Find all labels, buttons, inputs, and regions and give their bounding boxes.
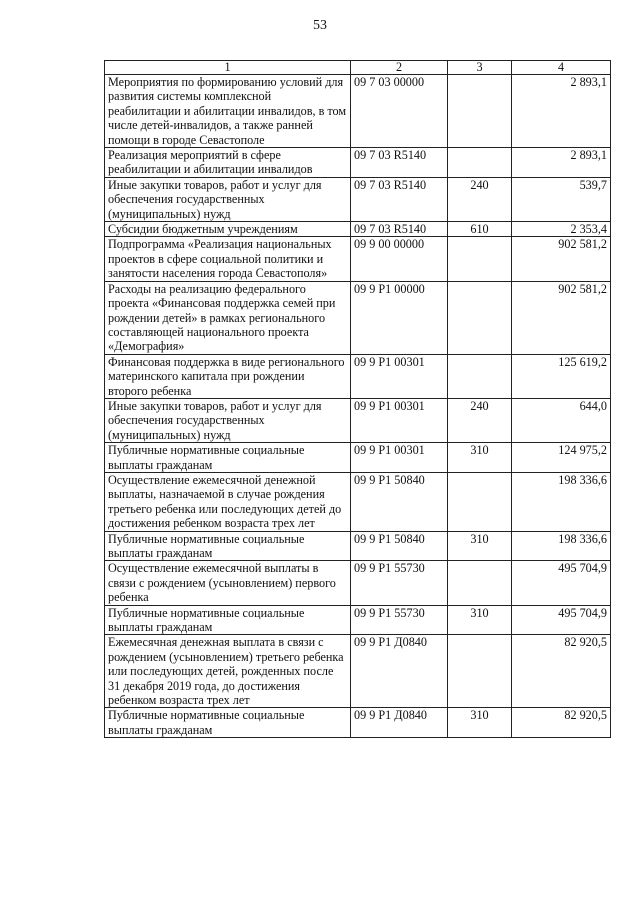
row-name-cell: Расходы на реализацию федерального проекта «Финансовая поддержка семей при рождении детей» в рамках регионального составляющей национального проекта «Демография» bbox=[105, 281, 351, 354]
row-amount-cell: 644,0 bbox=[512, 398, 611, 442]
row-name-cell: Иные закупки товаров, работ и услуг для обеспечения государственных (муниципальных) нужд bbox=[105, 177, 351, 221]
row-kind-cell bbox=[448, 281, 512, 354]
row-amount-cell: 2 893,1 bbox=[512, 75, 611, 148]
table-row bbox=[105, 708, 611, 738]
row-code-cell: 09 7 03 R5140 bbox=[351, 222, 448, 237]
row-amount-cell: 2 893,1 bbox=[512, 148, 611, 178]
row-kind-cell: 310 bbox=[448, 605, 512, 635]
table-row bbox=[105, 354, 611, 398]
row-name-cell: Публичные нормативные социальные выплаты гражданам bbox=[105, 708, 351, 738]
table-row bbox=[105, 222, 611, 237]
row-name-cell: Подпрограмма «Реализация национальных проектов в сфере социальной политики и занятости населения города Севастополя» bbox=[105, 237, 351, 281]
column-header: 1 bbox=[105, 61, 351, 75]
table-row bbox=[105, 398, 611, 442]
row-kind-cell bbox=[448, 354, 512, 398]
row-amount-cell: 495 704,9 bbox=[512, 605, 611, 635]
row-kind-cell bbox=[448, 561, 512, 605]
row-kind-cell: 310 bbox=[448, 443, 512, 473]
row-code-cell: 09 7 03 R5140 bbox=[351, 148, 448, 178]
row-kind-cell: 240 bbox=[448, 398, 512, 442]
row-code-cell: 09 9 P1 00000 bbox=[351, 281, 448, 354]
row-name-cell: Публичные нормативные социальные выплаты гражданам bbox=[105, 605, 351, 635]
row-amount-cell: 539,7 bbox=[512, 177, 611, 221]
row-amount-cell: 198 336,6 bbox=[512, 472, 611, 531]
table-row bbox=[105, 237, 611, 281]
table-row bbox=[105, 561, 611, 605]
row-code-cell: 09 7 03 00000 bbox=[351, 75, 448, 148]
row-code-cell: 09 9 00 00000 bbox=[351, 237, 448, 281]
row-name-cell: Финансовая поддержка в виде регионального материнского капитала при рождении второго ребенка bbox=[105, 354, 351, 398]
row-amount-cell: 124 975,2 bbox=[512, 443, 611, 473]
table-row bbox=[105, 443, 611, 473]
row-amount-cell: 902 581,2 bbox=[512, 281, 611, 354]
budget-table bbox=[104, 60, 611, 738]
row-amount-cell: 495 704,9 bbox=[512, 561, 611, 605]
row-name-cell: Субсидии бюджетным учреждениям bbox=[105, 222, 351, 237]
row-name-cell: Публичные нормативные социальные выплаты гражданам bbox=[105, 531, 351, 561]
row-name-cell: Реализация мероприятий в сфере реабилитации и абилитации инвалидов bbox=[105, 148, 351, 178]
row-code-cell: 09 9 P1 55730 bbox=[351, 605, 448, 635]
row-kind-cell: 310 bbox=[448, 531, 512, 561]
row-name-cell: Иные закупки товаров, работ и услуг для обеспечения государственных (муниципальных) нужд bbox=[105, 398, 351, 442]
table-row bbox=[105, 281, 611, 354]
row-amount-cell: 82 920,5 bbox=[512, 635, 611, 708]
row-code-cell: 09 9 P1 00301 bbox=[351, 398, 448, 442]
row-kind-cell bbox=[448, 635, 512, 708]
table-row bbox=[105, 531, 611, 561]
row-name-cell: Публичные нормативные социальные выплаты гражданам bbox=[105, 443, 351, 473]
row-name-cell: Осуществление ежемесячной денежной выплаты, назначаемой в случае рождения третьего ребенка или последующих детей до достижения ребенком возраста трех лет bbox=[105, 472, 351, 531]
table-header-row bbox=[105, 61, 611, 75]
row-amount-cell: 902 581,2 bbox=[512, 237, 611, 281]
row-code-cell: 09 9 P1 50840 bbox=[351, 531, 448, 561]
row-amount-cell: 125 619,2 bbox=[512, 354, 611, 398]
column-header: 4 bbox=[512, 61, 611, 75]
row-kind-cell: 240 bbox=[448, 177, 512, 221]
row-amount-cell: 82 920,5 bbox=[512, 708, 611, 738]
row-kind-cell: 610 bbox=[448, 222, 512, 237]
column-header: 3 bbox=[448, 61, 512, 75]
row-name-cell: Ежемесячная денежная выплата в связи с рождением (усыновлением) третьего ребенка или последующих детей, рожденных после 31 декабря 2019 года, до достижения ребенком возраста трех лет bbox=[105, 635, 351, 708]
row-kind-cell: 310 bbox=[448, 708, 512, 738]
row-kind-cell bbox=[448, 472, 512, 531]
row-code-cell: 09 9 P1 55730 bbox=[351, 561, 448, 605]
row-name-cell: Осуществление ежемесячной выплаты в связи с рождением (усыновлением) первого ребенка bbox=[105, 561, 351, 605]
row-code-cell: 09 9 P1 Д0840 bbox=[351, 708, 448, 738]
row-code-cell: 09 9 P1 Д0840 bbox=[351, 635, 448, 708]
row-code-cell: 09 9 P1 50840 bbox=[351, 472, 448, 531]
row-kind-cell bbox=[448, 148, 512, 178]
table-row bbox=[105, 605, 611, 635]
row-amount-cell: 198 336,6 bbox=[512, 531, 611, 561]
row-code-cell: 09 9 P1 00301 bbox=[351, 354, 448, 398]
row-kind-cell bbox=[448, 237, 512, 281]
table-row bbox=[105, 472, 611, 531]
table-row bbox=[105, 75, 611, 148]
page-number: 53 bbox=[313, 18, 327, 33]
column-header: 2 bbox=[351, 61, 448, 75]
row-code-cell: 09 7 03 R5140 bbox=[351, 177, 448, 221]
table-row bbox=[105, 148, 611, 178]
row-amount-cell: 2 353,4 bbox=[512, 222, 611, 237]
row-kind-cell bbox=[448, 75, 512, 148]
row-code-cell: 09 9 P1 00301 bbox=[351, 443, 448, 473]
table-row bbox=[105, 177, 611, 221]
row-name-cell: Мероприятия по формированию условий для развития системы комплексной реабилитации и абилитации инвалидов, в том числе детей-инвалидов, а также ранней помощи в городе Севастополе bbox=[105, 75, 351, 148]
table-row bbox=[105, 635, 611, 708]
